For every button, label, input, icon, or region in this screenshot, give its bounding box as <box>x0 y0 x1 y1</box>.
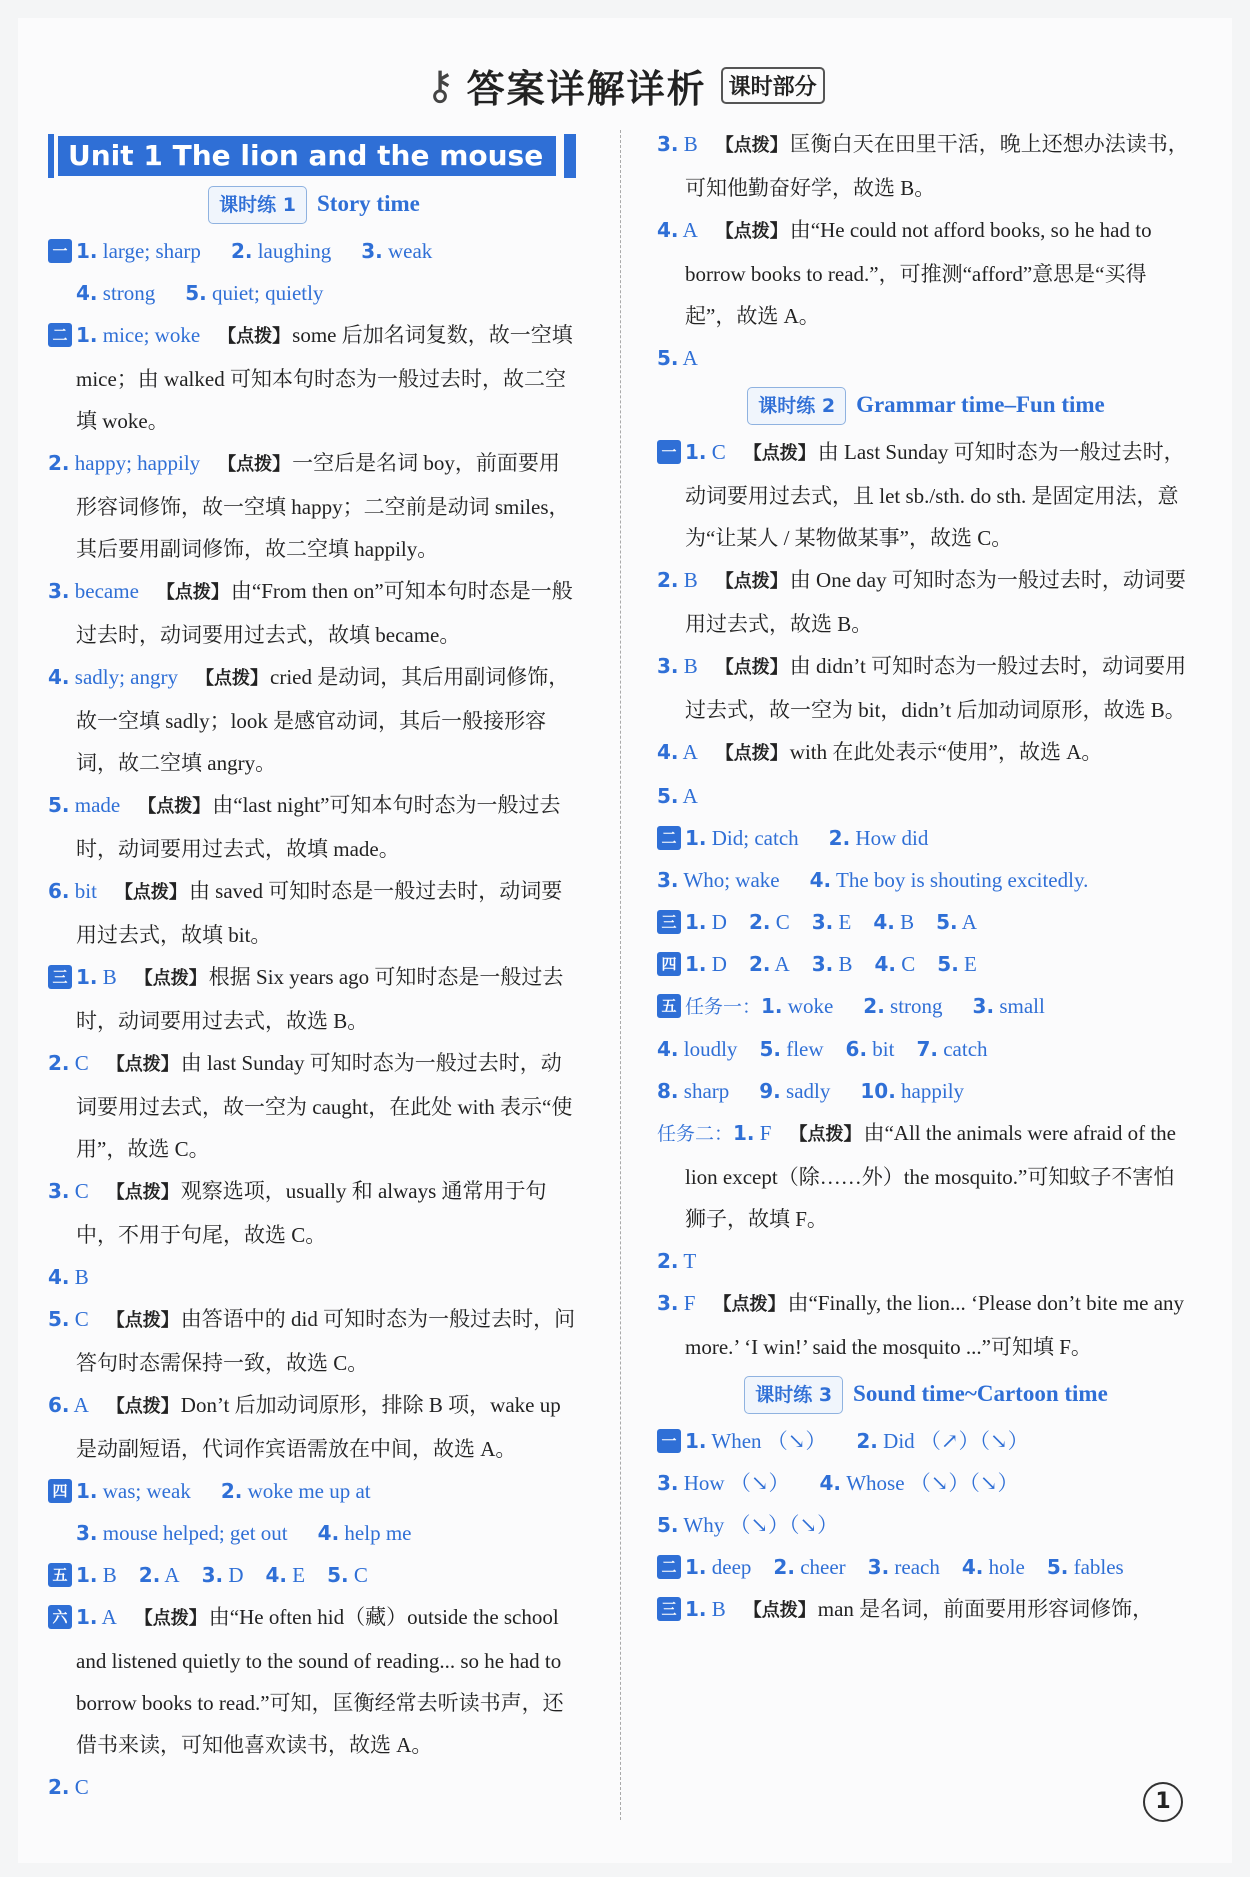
question-number: 4. <box>809 868 832 892</box>
answer: Who; wake <box>683 868 780 892</box>
answer: C <box>74 1179 89 1203</box>
explanation: 由“From then on”可知本句时态是一般过去时，动词要用过去式，故填 became。 <box>76 579 573 647</box>
question-number: 5. <box>1046 1555 1069 1579</box>
answer: A <box>682 218 698 242</box>
question-number: 2. <box>48 1775 70 1799</box>
section-marker: 三 <box>48 965 72 989</box>
tip-label: 【点拨】 <box>713 1294 786 1315</box>
question-number: 1. <box>685 952 707 976</box>
answer-item <box>657 209 1195 337</box>
answer-row <box>657 1504 1195 1546</box>
answer: bit <box>872 1037 895 1061</box>
answer-row <box>657 859 1195 901</box>
answer: Why （↘）（↘） <box>683 1513 839 1537</box>
task-label: 任务一： <box>685 996 762 1018</box>
question-number: 2. <box>657 568 679 592</box>
answer: small <box>999 994 1045 1018</box>
question-number: 1. <box>685 1429 707 1453</box>
question-number: 1. <box>76 1563 98 1587</box>
question-number: 2. <box>773 1555 795 1579</box>
tip-label: 【点拨】 <box>743 1600 816 1621</box>
tip-label: 【点拨】 <box>196 668 268 689</box>
answer: catch <box>943 1037 988 1061</box>
answer-item <box>657 337 1195 379</box>
answer: fables <box>1073 1555 1124 1579</box>
answer: B <box>74 1265 89 1289</box>
page-number: 1 <box>1143 1782 1183 1822</box>
question-number: 5. <box>657 1513 679 1537</box>
question-number: 4. <box>265 1563 288 1587</box>
answer: deep <box>711 1555 752 1579</box>
question-number: 5. <box>937 952 959 976</box>
lesson-name: Grammar time–Fun time <box>856 392 1105 417</box>
tip-label: 【点拨】 <box>138 796 211 817</box>
answer: How （↘） <box>683 1471 790 1495</box>
tip-label: 【点拨】 <box>106 1310 179 1331</box>
question-number: 2. <box>748 910 771 934</box>
answer-row <box>48 1512 580 1554</box>
answer: hole <box>988 1555 1025 1579</box>
question-number: 3. <box>811 952 834 976</box>
question-number: 5. <box>48 793 70 817</box>
answer: A <box>961 910 977 934</box>
question-number: 3. <box>657 1291 679 1315</box>
explanation: 由 One day 可知时态为一般过去时，动词要用过去式，故选 B。 <box>685 568 1186 636</box>
answer: mouse helped; get out <box>102 1521 288 1545</box>
answer-item <box>48 1170 580 1256</box>
question-number: 2. <box>220 1479 243 1503</box>
explanation: 由 Last Sunday 可知时态为一般过去时，动词要用过去式，且 let sb./sth. do sth. 是固定用法，意为“让某人 / 某物做某事”，故选 C。 <box>685 440 1185 550</box>
answer: A <box>682 784 698 808</box>
answer: C <box>74 1051 89 1075</box>
answer-item <box>657 123 1195 209</box>
question-number: 3. <box>201 1563 224 1587</box>
question-number: 6. <box>845 1037 868 1061</box>
question-number: 2. <box>856 1429 878 1453</box>
explanation: 由“last night”可知本句时态为一般过去时，动词要用过去式，故填 made。 <box>76 793 561 861</box>
answer-row <box>48 230 580 272</box>
tip-label: 【点拨】 <box>106 1182 179 1203</box>
question-number: 4. <box>819 1471 841 1495</box>
question-number: 5. <box>936 910 958 934</box>
question-number: 1. <box>685 910 707 934</box>
explanation: 由 last Sunday 可知时态为一般过去时，动词要用过去式，故一空为 caught，在此处 with 表示“使用”，故选 C。 <box>76 1051 573 1161</box>
answer-item <box>48 870 580 956</box>
question-number: 2. <box>48 1051 70 1075</box>
answer-item <box>657 645 1195 731</box>
answer: F <box>759 1121 772 1145</box>
banner-bar <box>570 134 576 178</box>
section-marker: 二 <box>48 323 72 347</box>
lesson-header <box>657 1376 1195 1414</box>
answer-row <box>48 1554 580 1596</box>
question-number: 3. <box>48 579 70 603</box>
answer: happily <box>901 1079 965 1103</box>
question-number: 1. <box>685 1597 707 1621</box>
answer: C <box>74 1307 89 1331</box>
answer: loudly <box>683 1037 738 1061</box>
answer-row <box>657 1546 1195 1588</box>
section-marker: 二 <box>657 826 681 850</box>
answer: A <box>101 1605 117 1629</box>
answer-item <box>48 784 580 870</box>
answer: B <box>683 568 698 592</box>
question-number: 3. <box>48 1179 70 1203</box>
answer-item <box>48 1596 580 1766</box>
unit-banner <box>48 134 580 178</box>
answer: mice; woke <box>102 323 201 347</box>
question-number: 4. <box>657 1037 679 1061</box>
answer: sharp <box>683 1079 730 1103</box>
answer-item <box>48 1766 580 1808</box>
answer-item <box>48 656 580 784</box>
question-number: 5. <box>185 281 207 305</box>
answer-item <box>48 1256 580 1298</box>
question-number: 2. <box>863 994 885 1018</box>
section-marker: 五 <box>48 1563 72 1587</box>
page-title: 答案详解详析 <box>466 67 707 111</box>
answer: E <box>964 952 977 976</box>
answer: D <box>711 952 727 976</box>
section-marker: 三 <box>657 1597 681 1621</box>
answer: F <box>683 1291 696 1315</box>
answer-row <box>657 1028 1195 1070</box>
answer: reach <box>894 1555 940 1579</box>
answer: laughing <box>257 239 332 263</box>
question-number: 1. <box>76 323 98 347</box>
answer-row <box>657 1462 1195 1504</box>
section-marker: 四 <box>48 1479 72 1503</box>
section-marker: 一 <box>657 1429 681 1453</box>
answer: D <box>711 910 727 934</box>
answer: B <box>838 952 853 976</box>
tip-label: 【点拨】 <box>715 657 788 678</box>
answer-row <box>657 1420 1195 1462</box>
question-number: 6. <box>48 1393 70 1417</box>
question-number: 4. <box>961 1555 984 1579</box>
question-number: 4. <box>874 952 897 976</box>
question-number: 3. <box>811 910 834 934</box>
explanation: 观察选项，usually 和 always 通常用于句中，不用于句尾，故选 C。 <box>76 1179 547 1247</box>
answer-row <box>48 272 580 314</box>
answer-item <box>48 314 580 442</box>
question-number: 3. <box>972 994 995 1018</box>
lesson-label: 课时练 2 <box>747 387 846 425</box>
question-number: 1. <box>685 826 707 850</box>
answer: C <box>775 910 790 934</box>
tip-label: 【点拨】 <box>218 454 291 475</box>
explanation: 由“He often hid（藏）outside the school and listened quietly to the sound of reading... so he had to borrow books to read.”可知，匡衡经常去听读书声，还借书来读，可知他喜欢读书，故选 A。 <box>76 1605 564 1757</box>
question-number: 4. <box>657 740 679 764</box>
question-number: 6. <box>48 879 70 903</box>
answer: How did <box>855 826 929 850</box>
answer: weak <box>387 239 433 263</box>
answer: A <box>682 346 698 370</box>
question-number: 4. <box>76 281 98 305</box>
section-marker: 一 <box>657 440 681 464</box>
answer: C <box>901 952 916 976</box>
answer: When （↘） <box>711 1429 827 1453</box>
question-number: 4. <box>657 218 679 242</box>
answer: was; weak <box>102 1479 191 1503</box>
answer-item <box>657 431 1195 559</box>
answer: cheer <box>800 1555 846 1579</box>
lesson-header <box>657 387 1195 425</box>
answer-item <box>48 956 580 1042</box>
answer: happy; happily <box>74 451 201 475</box>
question-number: 7. <box>916 1037 938 1061</box>
answer: B <box>102 1563 117 1587</box>
explanation: with 在此处表示“使用”，故选 A。 <box>789 740 1103 764</box>
section-marker: 六 <box>48 1605 72 1629</box>
tip-label: 【点拨】 <box>106 1054 179 1075</box>
answer: B <box>683 654 698 678</box>
answer: Whose （↘）（↘） <box>846 1471 1019 1495</box>
explanation: 由答语中的 did 可知时态为一般过去时，问答句时态需保持一致，故选 C。 <box>76 1307 576 1375</box>
question-number: 5. <box>327 1563 349 1587</box>
tip-label: 【点拨】 <box>218 326 291 347</box>
answer-item <box>48 570 580 656</box>
question-number: 2. <box>138 1563 161 1587</box>
answer: B <box>102 965 117 989</box>
answer: B <box>683 132 698 156</box>
explanation: 由“All the animals were afraid of the lion except（除……外）the mosquito.”可知蚊子不害怕狮子，故填 F。 <box>685 1121 1177 1231</box>
question-number: 3. <box>657 1471 679 1495</box>
answer: sadly; angry <box>74 665 178 689</box>
answer-item <box>657 559 1195 645</box>
question-number: 3. <box>361 239 383 263</box>
answer: flew <box>786 1037 824 1061</box>
question-number: 1. <box>76 1479 98 1503</box>
unit-title: Unit 1 The lion and the mouse <box>58 136 556 176</box>
question-number: 3. <box>657 132 679 156</box>
answer-row <box>657 985 1195 1028</box>
page-header <box>0 58 1250 113</box>
section-tag: 课时部分 <box>721 67 825 104</box>
question-number: 4. <box>317 1521 340 1545</box>
answer: woke me up at <box>247 1479 371 1503</box>
answer-item <box>657 1588 1195 1632</box>
answer-item <box>657 731 1195 775</box>
answer: made <box>74 793 121 817</box>
tip-label: 【点拨】 <box>789 1124 862 1145</box>
question-number: 8. <box>657 1079 679 1103</box>
section-marker: 三 <box>657 910 681 934</box>
explanation: 由“He could not afford books, so he had to borrow books to read.”，可推测“afford”意思是“买得起”，故选 A。 <box>685 218 1152 328</box>
answer: A <box>164 1563 180 1587</box>
section-marker: 二 <box>657 1555 681 1579</box>
question-number: 2. <box>657 1249 679 1273</box>
question-number: 3. <box>657 654 679 678</box>
answer: Did （↗）（↘） <box>883 1429 1029 1453</box>
answer: sadly <box>786 1079 831 1103</box>
question-number: 2. <box>748 952 771 976</box>
answer: A <box>73 1393 89 1417</box>
question-number: 5. <box>657 346 679 370</box>
key-icon: ⚷ <box>425 63 455 108</box>
column-divider <box>620 130 621 1820</box>
question-number: 3. <box>657 868 679 892</box>
explanation: some 后加名词复数，故一空填 mice；由 walked 可知本句时态为一般过去时，故二空填 woke。 <box>76 323 573 433</box>
answer: quiet; quietly <box>212 281 324 305</box>
answer: strong <box>890 994 943 1018</box>
answer: E <box>292 1563 306 1587</box>
tip-label: 【点拨】 <box>715 743 788 764</box>
section-marker: 一 <box>48 239 72 263</box>
explanation: man 是名词，前面要用形容词修饰， <box>817 1597 1154 1621</box>
answer-item <box>48 1298 580 1384</box>
question-number: 3. <box>76 1521 98 1545</box>
answer: Did; catch <box>711 826 799 850</box>
question-number: 5. <box>759 1037 781 1061</box>
answer-item <box>657 1282 1195 1368</box>
question-number: 2. <box>230 239 253 263</box>
question-number: 5. <box>48 1307 70 1331</box>
answer-row <box>657 943 1195 985</box>
question-number: 3. <box>867 1555 890 1579</box>
answer-item <box>48 1042 580 1170</box>
question-number: 2. <box>48 451 70 475</box>
tip-label: 【点拨】 <box>114 882 187 903</box>
question-number: 4. <box>48 665 70 689</box>
lesson-header <box>48 186 580 224</box>
answer: A <box>682 740 698 764</box>
explanation: 由“Finally, the lion... ‘Please don’t bite me any more.’ ‘I win!’ said the mosquito ...”可知填 F。 <box>685 1291 1185 1359</box>
answer-item <box>657 1240 1195 1282</box>
answer: bit <box>74 879 97 903</box>
question-number: 1. <box>761 994 783 1018</box>
tip-label: 【点拨】 <box>134 1608 207 1629</box>
answer: help me <box>344 1521 412 1545</box>
answer: C <box>353 1563 368 1587</box>
answer-item <box>48 442 580 570</box>
answer: became <box>74 579 139 603</box>
answer-row <box>657 901 1195 943</box>
question-number: 9. <box>759 1079 781 1103</box>
explanation: 根据 Six years ago 可知时态是一般过去时，动词要用过去式，故选 B。 <box>76 965 564 1033</box>
answer: The boy is shouting excitedly. <box>836 868 1089 892</box>
explanation: 匡衡白天在田里干活，晚上还想办法读书，可知他勤奋好学，故选 B。 <box>685 132 1189 200</box>
answer: T <box>683 1249 697 1273</box>
question-number: 1. <box>685 440 707 464</box>
banner-bar <box>48 134 54 178</box>
answer: B <box>711 1597 726 1621</box>
answer: large; sharp <box>102 239 201 263</box>
answer-row <box>48 1470 580 1512</box>
lesson-label: 课时练 1 <box>208 186 307 224</box>
lesson-label: 课时练 3 <box>744 1376 843 1414</box>
tip-label: 【点拨】 <box>156 582 229 603</box>
question-number: 1. <box>685 1555 707 1579</box>
answer: B <box>900 910 915 934</box>
answer-item <box>657 1112 1195 1240</box>
answer-row <box>657 817 1195 859</box>
question-number: 1. <box>76 239 98 263</box>
question-number: 5. <box>657 784 679 808</box>
explanation: 一空后是名词 boy，前面要用形容词修饰，故一空填 happy；二空前是动词 smiles，其后要用副词修饰，故二空填 happily。 <box>76 451 570 561</box>
answer: A <box>774 952 790 976</box>
left-column <box>48 130 580 1808</box>
explanation: 由 saved 可知时态是一般过去时，动词要用过去式，故填 bit。 <box>76 879 563 947</box>
question-number: 4. <box>873 910 895 934</box>
section-marker: 四 <box>657 952 681 976</box>
question-number: 1. <box>76 965 98 989</box>
tip-label: 【点拨】 <box>743 443 816 464</box>
lesson-name: Story time <box>317 191 420 216</box>
explanation: 由 didn’t 可知时态为一般过去时，动词要用过去式，故一空为 bit，didn’t 后加动词原形，故选 B。 <box>685 654 1187 722</box>
tip-label: 【点拨】 <box>134 968 207 989</box>
question-number: 4. <box>48 1265 70 1289</box>
answer: D <box>228 1563 244 1587</box>
answer: strong <box>102 281 156 305</box>
lesson-name: Sound time~Cartoon time <box>853 1381 1108 1406</box>
answer-item <box>657 775 1195 817</box>
tip-label: 【点拨】 <box>715 571 788 592</box>
question-number: 1. <box>733 1121 755 1145</box>
right-column <box>657 123 1195 1632</box>
answer-row <box>657 1070 1195 1112</box>
tip-label: 【点拨】 <box>715 221 788 242</box>
answer: woke <box>787 994 834 1018</box>
answer: C <box>711 440 726 464</box>
explanation: cried 是动词，其后用副词修饰，故一空填 sadly；look 是感官动词，其后一般接形容词，故二空填 angry。 <box>76 665 570 775</box>
answer: E <box>838 910 852 934</box>
question-number: 2. <box>828 826 851 850</box>
question-number: 1. <box>76 1605 98 1629</box>
answer-item <box>48 1384 580 1470</box>
tip-label: 【点拨】 <box>106 1396 179 1417</box>
answer: C <box>74 1775 89 1799</box>
tip-label: 【点拨】 <box>715 135 788 156</box>
question-number: 10. <box>860 1079 896 1103</box>
explanation: Don’t 后加动词原形，排除 B 项，wake up 是动副短语，代词作宾语需放在中间，故选 A。 <box>76 1393 561 1461</box>
section-marker: 五 <box>657 994 681 1018</box>
task-label: 任务二： <box>657 1123 734 1145</box>
